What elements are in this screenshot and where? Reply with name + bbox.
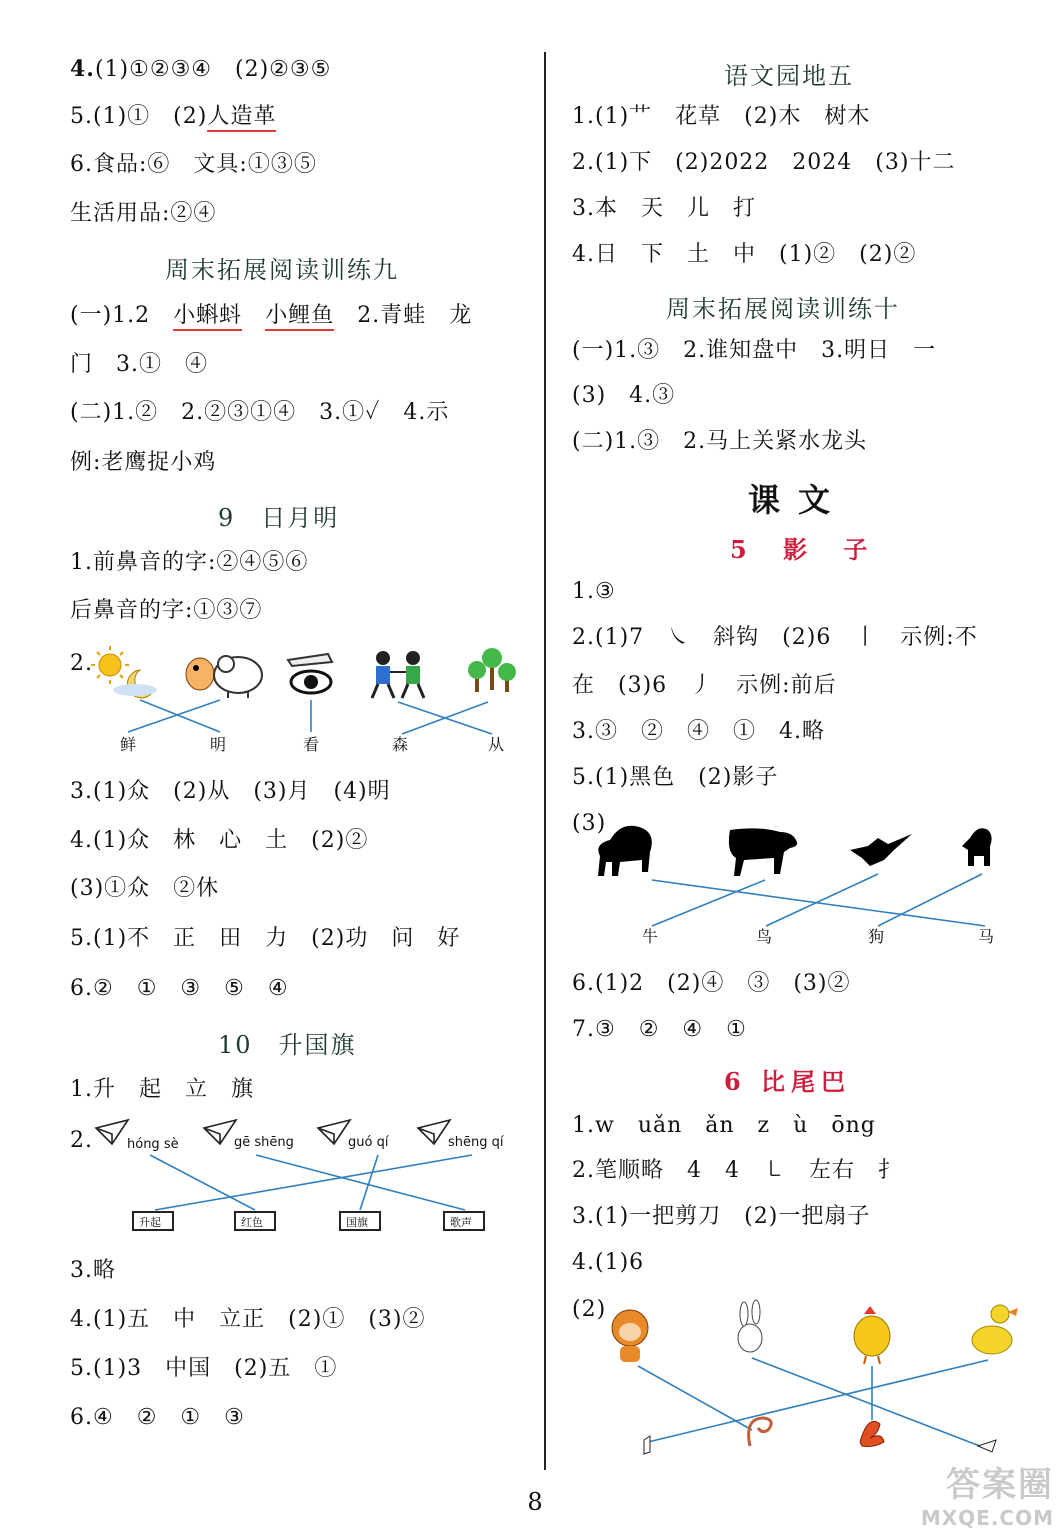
sec9-line-1: (一)1.2 小蝌蚪 小鲤鱼 2.青蛙 龙	[70, 302, 472, 330]
lesson6-line-2: 2.笔顺略 4 4 ㇄ 左右 扌	[572, 1158, 901, 1183]
garden-5-title: 语文园地五	[724, 62, 854, 90]
kewen-title: 课文	[748, 481, 849, 519]
paper-plane-icon	[96, 1120, 128, 1144]
svg-text:红色: 红色	[241, 1216, 263, 1229]
section-title-weekend-9: 周末拓展阅读训练九	[165, 256, 399, 284]
chicken-icon	[854, 1306, 890, 1364]
match-label: 鸟	[756, 927, 773, 946]
lesson5-line-1: 1.③	[572, 579, 616, 604]
lesson5-line-5: 5.(1)黑色 (2)影子	[572, 765, 779, 790]
lesson9-q2-label: 2.	[70, 651, 93, 676]
svg-text:国旗: 国旗	[346, 1216, 368, 1229]
lesson10-line-6: 6.④ ② ① ③	[70, 1405, 245, 1430]
lion-silhouette-icon	[598, 826, 652, 876]
lesson6-line-4: 4.(1)6	[572, 1250, 645, 1275]
pinyin-label: hóng sè	[127, 1137, 179, 1152]
matching-lines	[128, 700, 492, 734]
trees-icon	[468, 648, 516, 692]
lesson10-q2-label: 2.	[70, 1128, 93, 1153]
shadow-matching-figure	[560, 810, 1040, 950]
sheep-icon	[214, 656, 262, 698]
sec9-line-4: 例:老鹰捉小鸡	[70, 450, 217, 475]
pinyin-label: gē shēng	[234, 1135, 294, 1150]
lesson-5-title: 5 影 子	[730, 535, 882, 564]
matching-lines	[652, 874, 985, 926]
match-label: 看	[303, 735, 320, 754]
lesson9-line-1: 1.前鼻音的字:②④⑤⑥	[70, 550, 309, 575]
sec9-line-2: 门 3.① ④	[70, 352, 208, 377]
svg-text:升起: 升起	[139, 1216, 161, 1229]
hand-over-eye-icon	[288, 654, 332, 693]
match-label: 森	[392, 735, 409, 754]
underlined-answer: 小鲤鱼	[265, 303, 334, 331]
lesson10-line-5: 5.(1)3 中国 (2)五 ①	[70, 1356, 338, 1381]
word-box	[235, 1212, 275, 1230]
pinyin-label: shēng qí	[448, 1135, 504, 1150]
svg-text:歌声: 歌声	[450, 1216, 472, 1229]
watermark-logo: 答案圈	[946, 1465, 1054, 1505]
answer-5-line: 5.(1)① (2)人造革	[70, 103, 276, 131]
sec9-line-3: (二)1.② 2.②③①④ 3.①✓ 4.示	[70, 400, 450, 425]
lesson10-line-3: 3.略	[70, 1258, 116, 1283]
lesson5-line-2: 2.(1)7 ㇏ 斜钩 (2)6 丨 示例:不	[572, 625, 978, 650]
page-number: 8	[527, 1488, 543, 1516]
lesson6-line-1: 1.w uǎn ǎn z ù ōng	[572, 1113, 876, 1138]
garden5-line-2: 2.(1)下 (2)2022 2024 (3)十二	[572, 150, 956, 175]
short-tail-icon	[644, 1436, 650, 1454]
match-label: 鲜	[120, 735, 137, 754]
curly-tail-icon	[749, 1418, 772, 1446]
column-divider	[544, 52, 546, 1470]
underlined-answer: 小蝌蚪	[173, 303, 242, 331]
lesson5-line-6: (3)	[572, 811, 607, 836]
lesson10-line-1: 1.升 起 立 旗	[70, 1077, 254, 1102]
duck-tail-icon	[978, 1440, 996, 1452]
sun-moon-matching-figure	[0, 640, 540, 760]
lesson9-line-6: 5.(1)不 正 田 力 (2)功 问 好	[70, 926, 461, 951]
lesson5-line-4: 3.③ ② ④ ① 4.略	[572, 719, 825, 744]
sec10-line-2: (3) 4.③	[572, 383, 676, 408]
rabbit-icon	[738, 1300, 762, 1352]
monkey-icon	[612, 1310, 648, 1362]
matching-lines	[638, 1358, 990, 1450]
garden5-line-3: 3.本 天 儿 打	[572, 196, 756, 221]
lesson5-line-8: 7.③ ② ④ ①	[572, 1017, 747, 1042]
garden5-line-4: 4.日 下 土 中 (1)② (2)②	[572, 242, 917, 267]
lesson5-line-7: 6.(1)2 (2)④ ③ (3)②	[572, 971, 851, 996]
sec10-line-3: (二)1.③ 2.马上关紧水龙头	[572, 429, 868, 454]
lesson9-line-4: 4.(1)众 林 心 土 (2)②	[70, 828, 369, 853]
lesson9-line-2: 后鼻音的字:①③⑦	[70, 598, 263, 623]
lesson-9-title: 9 日月明	[218, 504, 340, 532]
two-children-icon	[372, 651, 424, 698]
lesson6-line-5: (2)	[572, 1297, 607, 1322]
lesson-6-title: 6 比尾巴	[724, 1067, 852, 1096]
lesson9-line-3: 3.(1)众 (2)从 (3)月 (4)明	[70, 779, 391, 804]
tail-matching-figure	[560, 1290, 1040, 1480]
sun-icon	[91, 646, 129, 684]
pinyin-label: guó qí	[348, 1135, 389, 1150]
lesson10-line-4: 4.(1)五 中 立正 (2)① (3)②	[70, 1307, 426, 1332]
paper-plane-icon	[204, 1120, 236, 1144]
lesson9-line-7: 6.② ① ③ ⑤ ④	[70, 976, 289, 1001]
watermark-url: MXQE.COM	[920, 1506, 1054, 1530]
rooster-tail-icon	[860, 1421, 884, 1446]
watermark	[921, 1457, 1054, 1530]
word-box	[340, 1212, 380, 1230]
sec10-line-1: (一)1.③ 2.谁知盘中 3.明日 一	[572, 338, 937, 363]
bird-silhouette-icon	[850, 834, 912, 866]
paper-plane-icon	[318, 1120, 350, 1144]
lesson5-line-3: 在 (3)6 丿 示例:前后	[572, 673, 837, 698]
answer-4-line: 4.(1)①②③④ (2)②③⑤	[70, 56, 332, 82]
underlined-answer: 人造革	[207, 104, 276, 132]
word-box	[444, 1212, 484, 1230]
dog-silhouette-icon	[962, 828, 992, 866]
garden5-line-1: 1.(1)艹 花草 (2)木 树木	[572, 104, 871, 129]
answer-6-cont-line: 生活用品:②④	[70, 201, 217, 226]
match-label: 牛	[642, 927, 659, 946]
lesson-10-title: 10 升国旗	[218, 1031, 357, 1059]
match-label: 明	[210, 735, 227, 754]
lesson9-line-5: (3)①众 ②休	[70, 876, 220, 901]
flag-matching-figure	[0, 1118, 540, 1238]
section-title-weekend-10: 周末拓展阅读训练十	[666, 295, 900, 323]
match-label: 马	[978, 927, 995, 946]
match-label: 狗	[868, 927, 885, 946]
duck-icon	[972, 1305, 1018, 1354]
word-box	[133, 1212, 173, 1230]
lesson6-line-3: 3.(1)一把剪刀 (2)一把扇子	[572, 1204, 871, 1229]
paper-plane-icon	[418, 1120, 450, 1144]
fish-icon	[186, 658, 214, 690]
match-label: 从	[488, 735, 505, 754]
answer-6-line: 6.食品:⑥ 文具:①③⑤	[70, 152, 317, 177]
bull-silhouette-icon	[729, 828, 797, 876]
matching-lines	[150, 1155, 472, 1210]
